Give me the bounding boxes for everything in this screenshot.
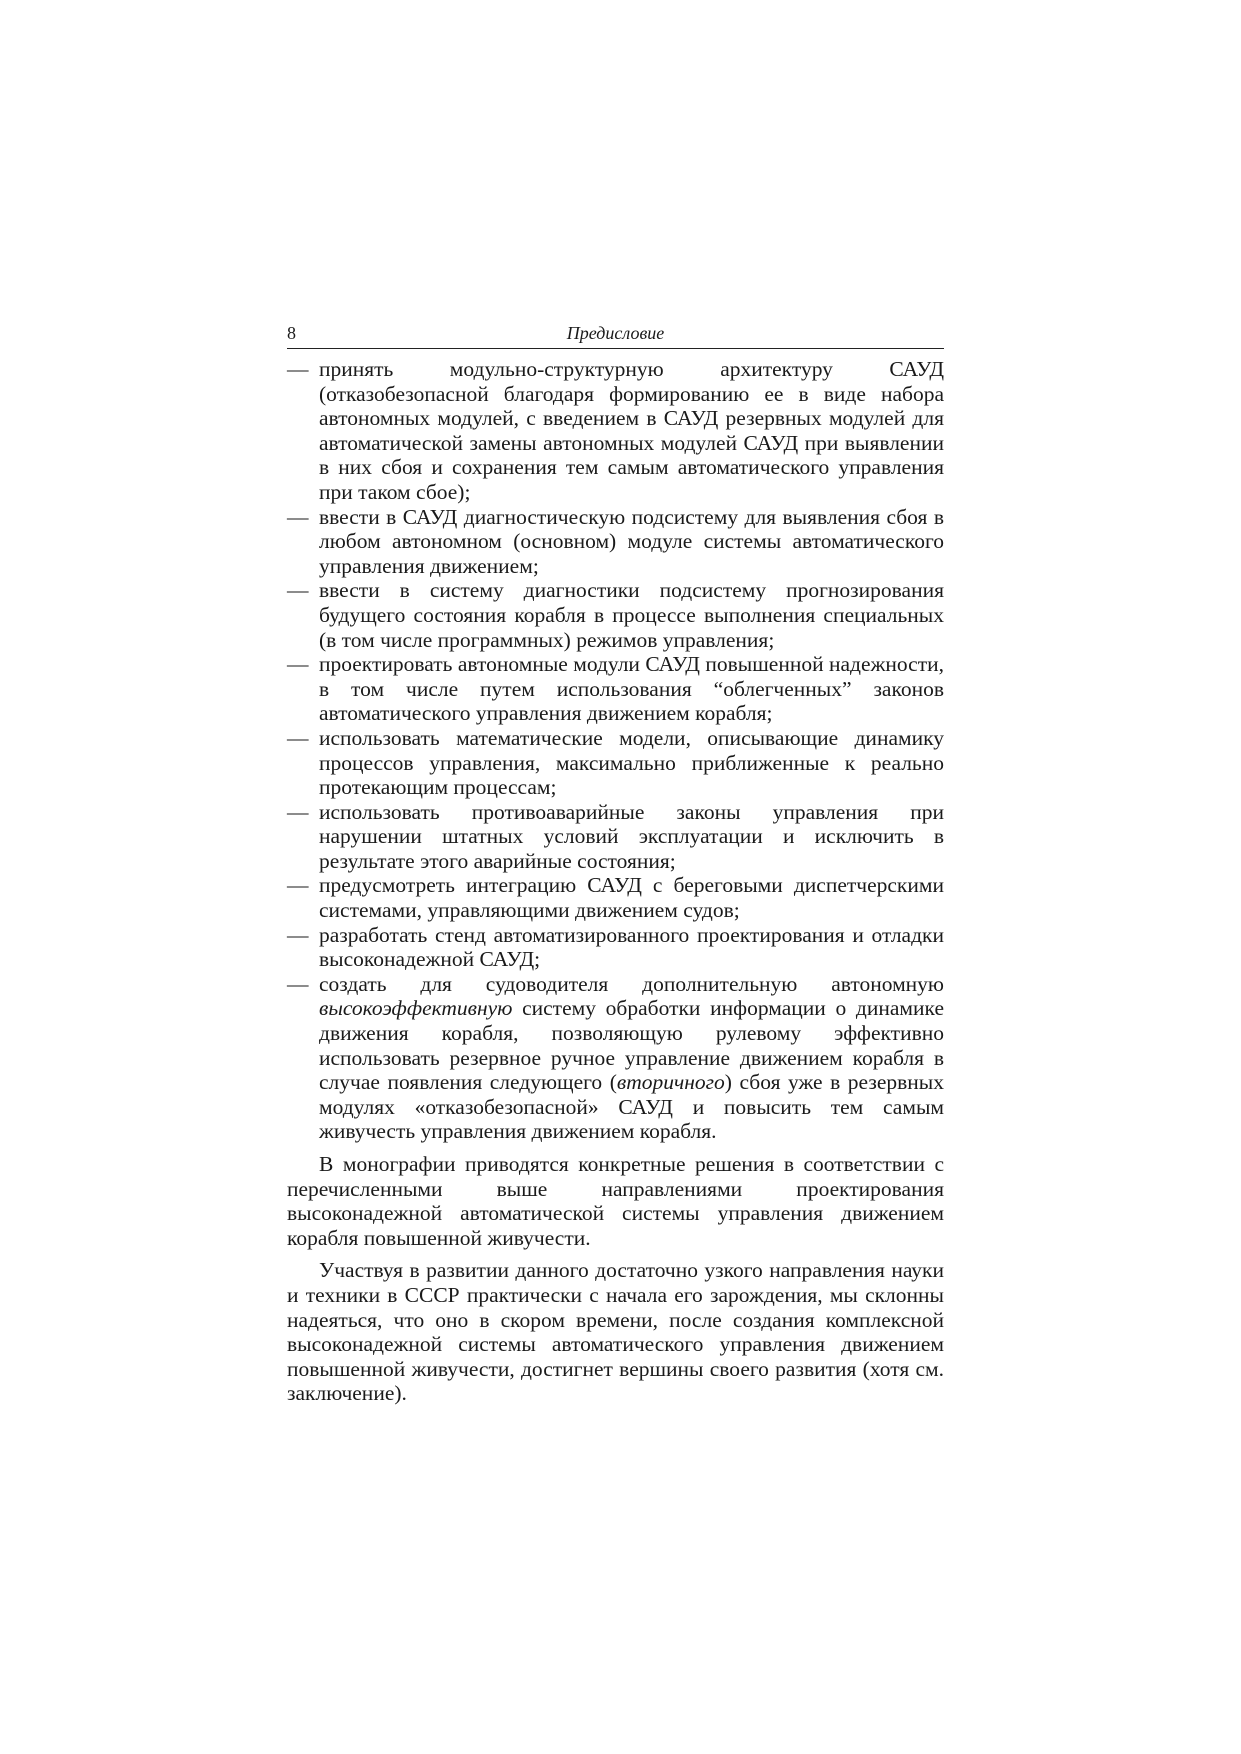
dash-bullet: —: [287, 799, 309, 824]
requirements-list: [287, 357, 944, 1144]
list-item-text: [319, 972, 944, 1144]
list-item-text: принять модульно-структурную архитектуру САУД (отказобезопасной благодаря формированию ее в виде набора автономных модулей, с введением в САУД резервных модулей для автоматической замены автономных модулей САУД при выявлении в них сбоя и сохранения тем самым автоматического управления при таком сбое);: [319, 357, 944, 504]
emphasis-text: вторичного: [616, 1070, 725, 1095]
text-run: создать для судоводителя дополнительную автономную: [319, 971, 944, 996]
dash-bullet: —: [287, 504, 309, 529]
text-run: систему обработки информации о динамике движения корабля, позволяющую рулевому эффективно использовать резервное ручное управление движением корабля в случае появления следующего (: [319, 996, 944, 1095]
list-item: [287, 972, 944, 1144]
list-item: [287, 873, 944, 922]
list-item: [287, 505, 944, 579]
paragraph: В монографии приводятся конкретные решения в соответствии с перечисленными выше направлениями проектирования высоконадежной автоматической системы управления движением корабля повышенной живучести.: [287, 1152, 944, 1250]
page-number: 8: [287, 323, 296, 343]
list-item: [287, 923, 944, 972]
list-item: [287, 800, 944, 874]
list-item: [287, 652, 944, 726]
text-run: ) сбоя уже в резервных модулях «отказобезопасной» САУД и повысить тем самым живучесть управления движением корабля.: [319, 1070, 944, 1144]
list-item-text: ввести в САУД диагностическую подсистему для выявления сбоя в любом автономном (основном) модуле системы автоматического управления движением;: [319, 504, 944, 578]
list-item-text: ввести в систему диагностики подсистему прогнозирования будущего состояния корабля в процессе выполнения специальных (в том числе программных) режимов управления;: [319, 578, 944, 652]
section-title: Предисловие: [566, 323, 665, 343]
dash-bullet: —: [287, 971, 309, 996]
list-item-text: предусмотреть интеграцию САУД с береговыми диспетчерскими системами, управляющими движением судов;: [319, 873, 944, 923]
list-item: [287, 578, 944, 652]
book-page: [287, 322, 944, 1406]
dash-bullet: —: [287, 725, 309, 750]
list-item-text: проектировать автономные модули САУД повышенной надежности, в том числе путем использования “облегченных” законов автоматического управления движением корабля;: [319, 652, 944, 726]
list-item: [287, 726, 944, 800]
paragraph: Участвуя в развитии данного достаточно узкого направления науки и техники в СССР практически с начала его зарождения, мы склонны надеяться, что оно в скором времени, после создания комплексной высоконадежной системы автоматического управления движением повышенной живучести, достигнет вершины своего развития (хотя см. заключение).: [287, 1258, 944, 1406]
dash-bullet: —: [287, 922, 309, 947]
body-text: [287, 357, 944, 1406]
dash-bullet: —: [287, 578, 309, 603]
emphasis-text: высокоэффективную: [319, 996, 513, 1021]
dash-bullet: —: [287, 357, 309, 381]
list-item: [287, 357, 944, 505]
dash-bullet: —: [287, 873, 309, 898]
dash-bullet: —: [287, 652, 309, 677]
running-head: [287, 322, 944, 349]
list-item-text: использовать противоаварийные законы управления при нарушении штатных условий эксплуатации и исключить в результате этого аварийные состояния;: [319, 799, 944, 873]
list-item-text: разработать стенд автоматизированного проектирования и отладки высоконадежной САУД;: [319, 922, 944, 972]
list-item-text: использовать математические модели, описывающие динамику процессов управления, максимально приближенные к реально протекающим процессам;: [319, 725, 944, 800]
